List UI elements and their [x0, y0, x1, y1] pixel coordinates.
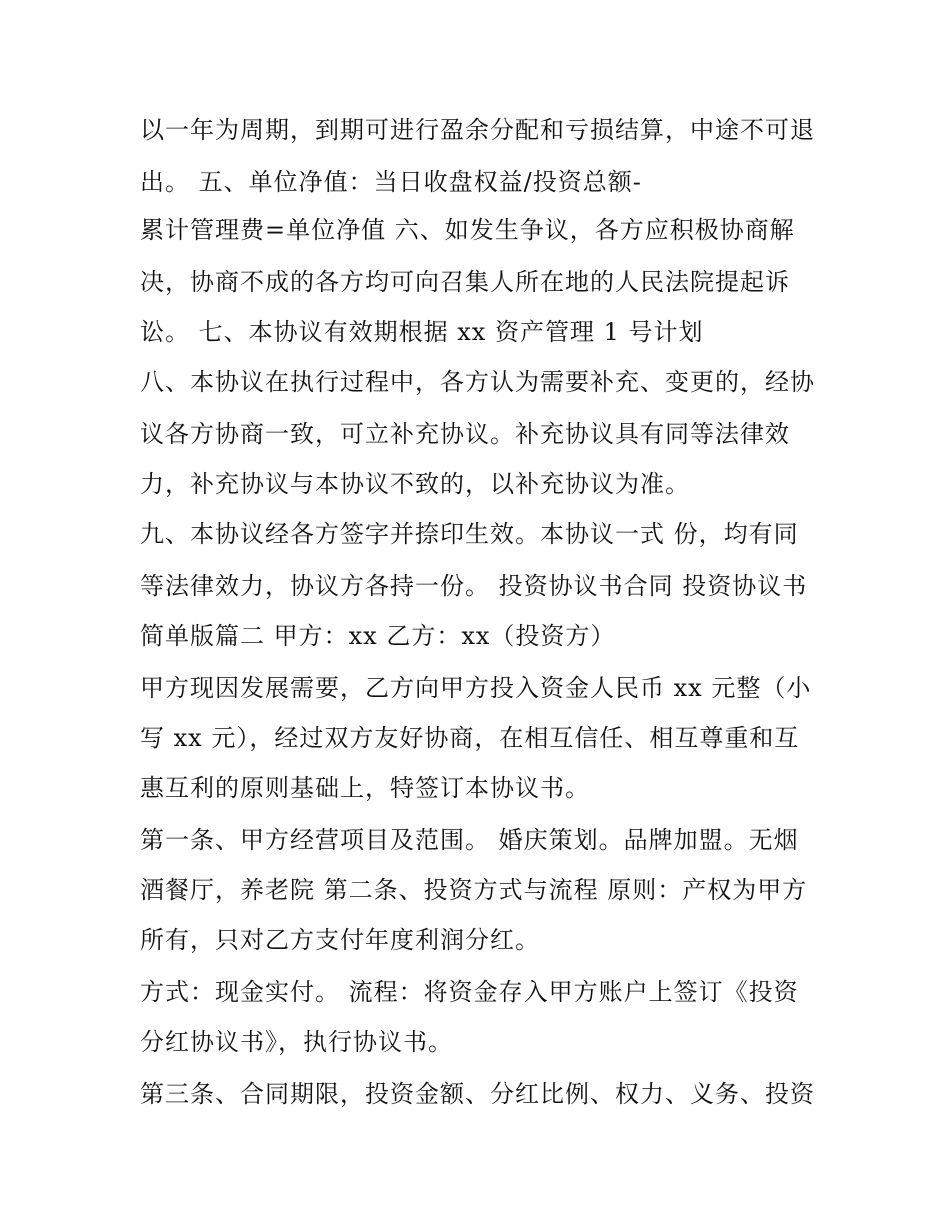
text-line: 简单版篇二 甲方：xx 乙方：xx（投资方） — [140, 622, 616, 650]
text-line: 讼。 七、本协议有效期根据 xx 资产管理 1 号计划 — [140, 318, 704, 346]
text-line: 分红协议书》，执行协议书。 — [140, 1028, 453, 1056]
text-line: 写 xx 元），经过双方友好协商，在相互信任、相互尊重和互 — [140, 724, 800, 752]
text-line: 出。 五、单位净值：当日收盘权益/投资总额- — [140, 168, 642, 196]
text-line: 甲方现因发展需要，乙方向甲方投入资金人民币 xx 元整（小 — [140, 674, 812, 702]
text-line: 酒餐厅，养老院 第二条、投资方式与流程 原则：产权为甲方 — [140, 876, 808, 904]
text-line: 八、本协议在执行过程中，各方认为需要补充、变更的，经协 — [140, 368, 815, 396]
text-line: 力，补充协议与本协议不致的，以补充协议为准。 — [140, 470, 690, 498]
text-line: 九、本协议经各方签字并捺印生效。本协议一式 份，均有同 — [140, 520, 799, 548]
text-line: 决，协商不成的各方均可向召集人所在地的人民法院提起诉 — [140, 268, 790, 296]
text-line: 以一年为周期，到期可进行盈余分配和亏损结算，中途不可退 — [140, 116, 815, 144]
text-line: 方式：现金实付。 流程：将资金存入甲方账户上签订《投资 — [140, 978, 799, 1006]
text-line: 等法律效力，协议方各持一份。 投资协议书合同 投资协议书 — [140, 572, 808, 600]
text-line: 惠互利的原则基础上，特签订本协议书。 — [140, 774, 590, 802]
text-line: 议各方协商一致，可立补充协议。补充协议具有同等法律效 — [140, 420, 790, 448]
text-line: 累计管理费=单位净值 六、如发生争议，各方应积极协商解 — [140, 216, 795, 244]
text-line: 所有，只对乙方支付年度利润分红。 — [140, 926, 540, 954]
text-line: 第三条、合同期限，投资金额、分红比例、权力、义务、投资 — [140, 1080, 815, 1108]
text-line: 第一条、甲方经营项目及范围。 婚庆策划。品牌加盟。无烟 — [140, 826, 799, 854]
